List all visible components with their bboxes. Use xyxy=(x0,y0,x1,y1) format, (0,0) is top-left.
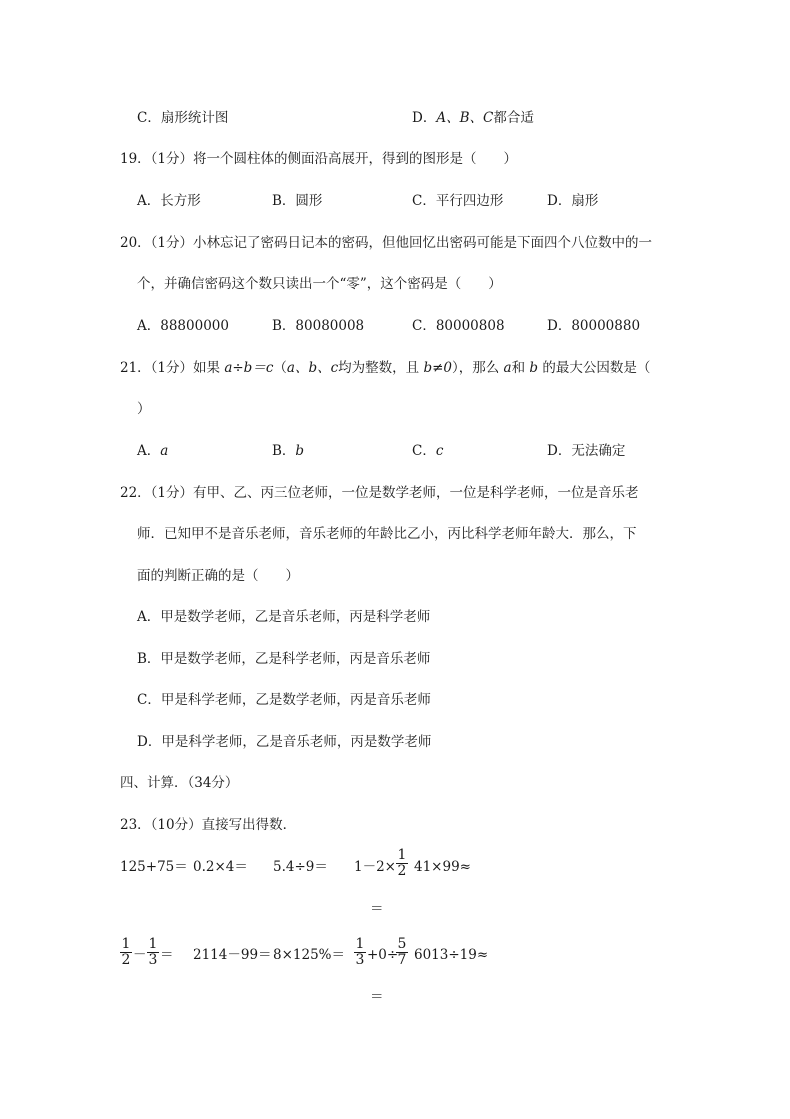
q21-option-d xyxy=(547,442,625,460)
q21-option-c-label: C． xyxy=(412,443,436,459)
q23-r1-item3: 5.4÷9＝ xyxy=(273,859,328,875)
fraction-numerator: 5 xyxy=(397,936,407,952)
q23-r2-item4-equals: ＝ xyxy=(370,989,384,1005)
fraction-denominator: 3 xyxy=(355,952,365,968)
q21-stem-cond: b≠0 xyxy=(423,360,452,376)
q21-option-a xyxy=(137,442,168,460)
q22-option-a: A．甲是数学老师，乙是音乐老师，丙是科学老师 xyxy=(137,609,431,625)
q19-option-d: D．扇形 xyxy=(547,193,599,209)
fraction-numerator: 1 xyxy=(121,936,131,952)
q21-stem-expr: a÷b＝c xyxy=(224,360,274,376)
q21-stem-and: 和 xyxy=(511,360,530,376)
q21-stem-line1 xyxy=(120,359,650,377)
q21-option-a-label: A． xyxy=(137,443,161,459)
q23-r2-item2: 2114－99＝ xyxy=(193,947,272,963)
q20-stem-line1: 20．（1分）小林忘记了密码日记本的密码，但他回忆出密码可能是下面四个八位数中的一 xyxy=(120,235,653,251)
q21-stem-mid2: 均为整数，且 xyxy=(338,360,424,376)
q20-option-d: D．80000880 xyxy=(547,318,641,334)
q21-option-b-value: b xyxy=(295,443,305,459)
q20-stem-line2: 个，并确信密码这个数只读出一个“零”，这个密码是（ ） xyxy=(137,276,502,292)
fraction-denominator: 2 xyxy=(397,863,407,879)
q18-option-d-suffix: 都合适 xyxy=(493,110,534,126)
q23-r1-item4-equals: ＝ xyxy=(370,901,384,917)
q22-stem-line1: 22．（1分）有甲、乙、丙三位老师，一位是数学老师，一位是科学老师，一位是音乐老 xyxy=(120,485,639,501)
q22-option-c: C．甲是科学老师，乙是数学老师，丙是音乐老师 xyxy=(137,692,431,708)
q18-option-d xyxy=(412,109,534,127)
q21-option-c xyxy=(412,442,443,460)
q23-r2-item5: 6013÷19≈ xyxy=(414,947,489,963)
q21-option-c-value: c xyxy=(435,443,444,459)
q21-option-d-value: 无法确定 xyxy=(571,443,626,459)
q23-stem: 23．（10分）直接写出得数． xyxy=(120,817,297,833)
q20-option-b: B．80080008 xyxy=(272,318,365,334)
fraction-numerator: 1 xyxy=(397,847,407,863)
q22-stem-line2: 师．已知甲不是音乐老师，音乐老师的年龄比乙小，丙比科学老师年龄大．那么，下 xyxy=(137,526,637,542)
q23-r2-item1-minus: － xyxy=(133,947,147,963)
q18-option-d-prefix: D． xyxy=(412,110,437,126)
fraction-denominator: 2 xyxy=(121,952,131,968)
q22-option-d: D．甲是科学老师，乙是音乐老师，丙是数学老师 xyxy=(137,734,432,750)
q21-option-a-value: a xyxy=(160,443,169,459)
q21-stem-a: a xyxy=(503,360,512,376)
q18-option-c: C．扇形统计图 xyxy=(137,110,229,126)
q18-option-d-vars: A、B、C xyxy=(436,110,494,126)
q23-r1-item2: 0.2×4＝ xyxy=(193,859,248,875)
q23-r2-item1-fraction2 xyxy=(147,937,159,968)
fraction-denominator: 7 xyxy=(397,952,407,968)
q20-option-c: C．80000808 xyxy=(412,318,505,334)
fraction-denominator: 3 xyxy=(148,952,158,968)
fraction-numerator: 1 xyxy=(148,936,158,952)
q23-r1-item1: 125+75＝ xyxy=(120,859,188,875)
q19-option-a: A．长方形 xyxy=(137,193,201,209)
q23-r2-item3: 8×125%＝ xyxy=(273,947,345,963)
section-heading: 四、计算．（34分） xyxy=(120,775,239,791)
fraction-numerator: 1 xyxy=(355,936,365,952)
q21-stem-suffix: 的最大公因数是（ xyxy=(538,360,651,376)
q21-stem-vars: a、b、c xyxy=(286,360,339,376)
q22-option-b: B．甲是数学老师，乙是科学老师，丙是音乐老师 xyxy=(137,651,431,667)
q23-r2-item4-fraction1 xyxy=(354,937,366,968)
q19-option-b: B．圆形 xyxy=(272,193,323,209)
q23-r1-item5: 41×99≈ xyxy=(414,859,471,875)
q19-stem: 19．（1分）将一个圆柱体的侧面沿高展开，得到的图形是（ ） xyxy=(120,151,518,167)
q21-stem-line2: ） xyxy=(137,401,151,417)
q21-stem-b: b xyxy=(529,360,539,376)
q23-r2-item4-operator: +0÷ xyxy=(367,947,399,963)
q23-r2-item4-fraction2 xyxy=(396,937,408,968)
q21-option-b-label: B． xyxy=(272,443,296,459)
q23-r2-item1-equals: ＝ xyxy=(160,947,174,963)
q23-r1-item4-fraction xyxy=(396,848,408,879)
q21-option-d-label: D． xyxy=(547,443,572,459)
q20-option-a: A．88800000 xyxy=(137,318,229,334)
q19-option-c: C．平行四边形 xyxy=(412,193,504,209)
q23-r2-item1-fraction1 xyxy=(120,937,132,968)
q22-stem-line3: 面的判断正确的是（ ） xyxy=(137,568,299,584)
q23-r1-item4-prefix: 1－2× xyxy=(354,859,396,875)
q21-option-b xyxy=(272,442,304,460)
q21-stem-prefix: 21．（1分）如果 xyxy=(120,360,225,376)
q21-stem-mid3: ），那么 xyxy=(452,360,504,376)
q21-stem-mid: （ xyxy=(273,360,287,376)
